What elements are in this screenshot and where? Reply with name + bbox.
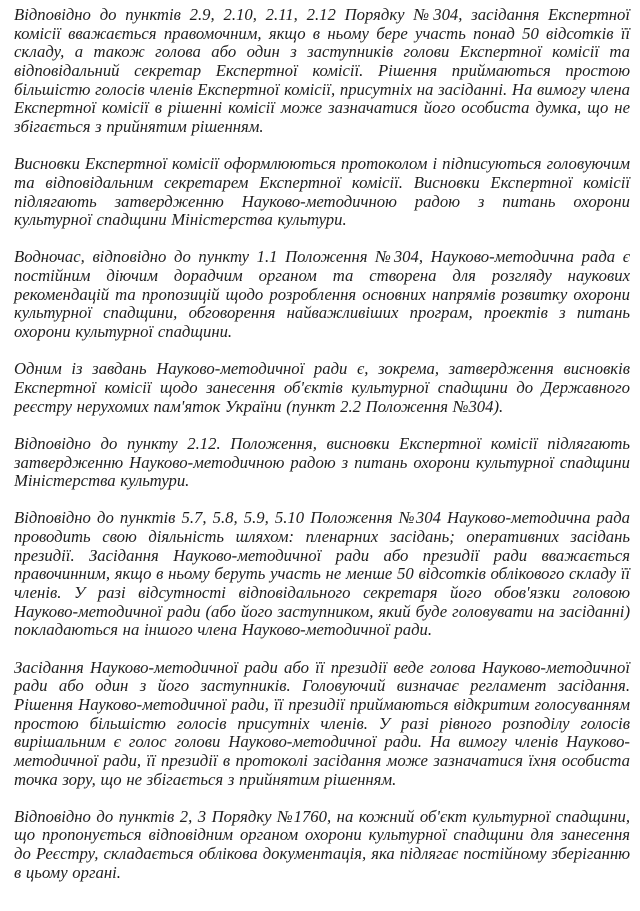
paragraph-8: Відповідно до пунктів 2, 3 Порядку №1760, на кожний об'єкт культурної спадщини, що пропонується відповідним органом охорони культурної спадщини для занесення до Реєстру, складається облікова документація, яка підлягає постійному зберіганню в цьому органі.	[14, 806, 630, 882]
paragraph-5: Відповідно до пункту 2.12. Положення, висновки Експертної комісії підлягають затвердженню Науково-методичною радою з питань охорони культурної спадщини Міністерства культури.	[14, 433, 630, 491]
paragraph-2: Висновки Експертної комісії оформлюються протоколом і підписуються головуючим та відповідальним секретарем Експертної комісії. Висновки Експертної комісії підлягають затвердженню Науково-методичною радою з питань охорони культурної спадщини Міністерства культури.	[14, 154, 630, 230]
paragraph-3: Водночас, відповідно до пункту 1.1 Положення №304, Науково-методична рада є постійним діючим дорадчим органом та створена для розгляду наукових рекомендацій та пропозицій щодо розроблення основних напрямів розвитку охорони культурної спадщини, обговорення найважливіших програм, проектів з питань охорони культурної спадщини.	[14, 247, 630, 342]
paragraph-6: Відповідно до пунктів 5.7, 5.8, 5.9, 5.10 Положення №304 Науково-методична рада проводить свою діяльність шляхом: пленарних засідань; оперативних засідань президії. Засідання Науково-методичної ради або президії ради вважається правочинним, якщо в ньому беруть участь не менше 50 відсотків облікового складу її членів. У разі відсутності відповідального секретаря його обов'язки головою Науково-методичної ради (або його заступником, який буде головувати на засіданні) покладаються на іншого члена Науково-методичної ради.	[14, 508, 630, 640]
paragraph-7: Засідання Науково-методичної ради або її президії веде голова Науково-методичної ради або один з його заступників. Головуючий визначає регламент засідання. Рішення Науково-методичної ради, її президії приймаються відкритим голосуванням простою більшістю голосів присутніх членів. У разі рівного розподілу голосів вирішальним є голос голови Науково-методичної ради. На вимогу членів Науково-методичної ради, її президії в протоколі засідання може зазначатися їхня особиста точка зору, що не збігається з прийнятим рішенням.	[14, 657, 630, 789]
paragraph-1: Відповідно до пунктів 2.9, 2.10, 2.11, 2.12 Порядку №304, засідання Експертної комісії вважається правомочним, якщо в ньому бере участь понад 50 відсотків її складу, а також голова або один з заступників голови Експертної комісії та відповідальний секретар Експертної комісії. Рішення приймаються простою більшістю голосів членів Експертної комісії, присутніх на засіданні. На вимогу члена Експертної комісії в рішенні комісії може зазначатися його особиста думка, що не збігається з прийнятим рішенням.	[14, 5, 630, 136]
paragraph-4: Одним із завдань Науково-методичної ради є, зокрема, затвердження висновків Експертної комісії щодо занесення об'єктів культурної спадщини до Державного реєстру нерухомих пам'яток України (пункт 2.2 Положення №304).	[14, 359, 630, 416]
